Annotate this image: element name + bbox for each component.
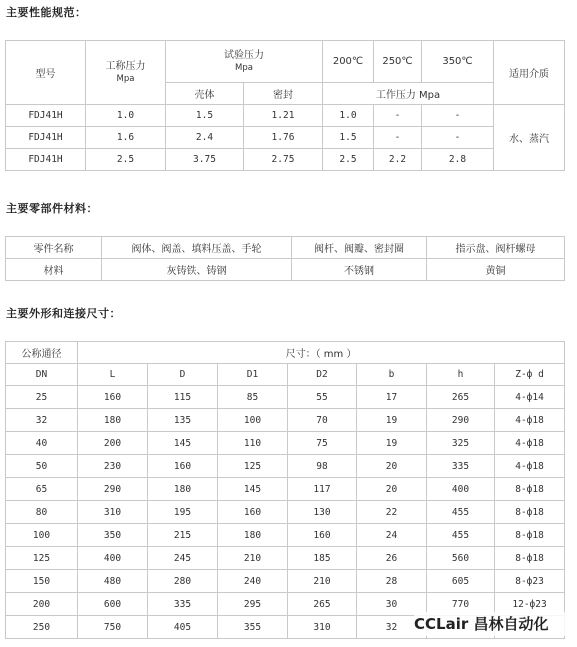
d-cell: 245 [148,547,218,570]
h-cell: 325 [427,432,495,455]
d1-cell: 125 [218,455,288,478]
table-row [6,409,565,432]
dn-cell: 125 [6,547,78,570]
table-row [6,501,565,524]
shell-cell: 2.4 [166,127,244,149]
t250-cell: - [374,105,422,127]
medium-header: 适用介质 [494,41,565,105]
part-name-cell: 指示盘、阀杆螺母 [427,237,565,259]
nominal-bore-header: 公称通径 [6,342,78,364]
d-cell: 180 [148,478,218,501]
d1-cell: 160 [218,501,288,524]
d-cell: 215 [148,524,218,547]
b-cell: 20 [357,455,427,478]
dimensions-heading: 主要外形和连接尺寸： [6,307,121,320]
l-cell: 290 [78,478,148,501]
dn-cell: 250 [6,616,78,639]
d-cell: 195 [148,501,218,524]
l-cell: 180 [78,409,148,432]
col-header-b: b [357,364,427,386]
nominal-cell: 2.5 [86,149,166,171]
table-row [6,547,565,570]
d-cell: 145 [148,432,218,455]
shell-header: 壳体 [166,83,244,105]
z-cell: 8-ф18 [495,547,565,570]
b-cell: 24 [357,524,427,547]
l-cell: 600 [78,593,148,616]
table-row [6,478,565,501]
z-cell: 8-ф23 [495,570,565,593]
d1-cell: 355 [218,616,288,639]
d2-cell: 265 [288,593,357,616]
d-cell: 335 [148,593,218,616]
d1-cell: 110 [218,432,288,455]
temp-250-header: 250℃ [374,41,422,83]
table-row [6,386,565,409]
table-row [6,432,565,455]
l-cell: 350 [78,524,148,547]
temp-200-header: 200℃ [323,41,374,83]
z-cell: 4-ф14 [495,386,565,409]
l-cell: 230 [78,455,148,478]
dn-cell: 150 [6,570,78,593]
z-cell: 12-ф23 [495,593,565,616]
z-cell: 4-ф18 [495,409,565,432]
b-cell: 28 [357,570,427,593]
z-cell: 4-ф18 [495,432,565,455]
t200-cell: 1.5 [323,127,374,149]
d2-cell: 185 [288,547,357,570]
l-cell: 160 [78,386,148,409]
h-cell: 290 [427,409,495,432]
seal-header: 密封 [244,83,323,105]
part-name-header: 零件名称 [6,237,102,259]
z-cell: 4-ф18 [495,455,565,478]
l-cell: 200 [78,432,148,455]
t250-cell: - [374,127,422,149]
d1-cell: 180 [218,524,288,547]
l-cell: 310 [78,501,148,524]
d2-cell: 70 [288,409,357,432]
t250-cell: 2.2 [374,149,422,171]
model-cell: FDJ41H [6,127,86,149]
size-header: 尺寸：（ mm ） [78,342,565,364]
d2-cell: 310 [288,616,357,639]
h-cell: 400 [427,478,495,501]
material-cell: 灰铸铁、铸钢 [102,259,292,281]
medium-cell: 水、蒸汽 [494,105,565,171]
h-cell: 605 [427,570,495,593]
seal-cell: 1.21 [244,105,323,127]
col-header-h: h [427,364,495,386]
h-cell: 455 [427,501,495,524]
dn-cell: 32 [6,409,78,432]
l-cell: 400 [78,547,148,570]
col-header-l: L [78,364,148,386]
dn-cell: 50 [6,455,78,478]
d1-cell: 85 [218,386,288,409]
part-name-cell: 阀体、阀盖、填料压盖、手轮 [102,237,292,259]
table-row [6,455,565,478]
d2-cell: 130 [288,501,357,524]
dimensions-table [5,341,565,639]
col-header-d1: D1 [218,364,288,386]
table-row [6,524,565,547]
table-row [6,105,565,127]
nominal-pressure-header: 工称压力 Mpa [86,41,166,105]
part-name-cell: 阀杆、阀瓣、密封圈 [292,237,427,259]
d2-cell: 160 [288,524,357,547]
material-cell: 黄铜 [427,259,565,281]
d-cell: 135 [148,409,218,432]
z-cell: 8-ф18 [495,524,565,547]
material-cell: 不锈钢 [292,259,427,281]
shell-cell: 3.75 [166,149,244,171]
seal-cell: 1.76 [244,127,323,149]
col-header-d: D [148,364,218,386]
b-cell: 26 [357,547,427,570]
col-header-z: Z-ф d [495,364,565,386]
t350-cell: - [422,127,494,149]
materials-table [5,236,565,281]
table-row [6,149,565,171]
d-cell: 405 [148,616,218,639]
d-cell: 280 [148,570,218,593]
d1-cell: 210 [218,547,288,570]
materials-heading: 主要零部件材料： [6,202,98,215]
model-cell: FDJ41H [6,105,86,127]
dn-cell: 200 [6,593,78,616]
d1-cell: 145 [218,478,288,501]
z-cell: 8-ф18 [495,501,565,524]
h-cell: 560 [427,547,495,570]
test-pressure-header: 试验压力 Mpa [166,41,323,83]
t200-cell: 2.5 [323,149,374,171]
dn-cell: 25 [6,386,78,409]
d2-cell: 55 [288,386,357,409]
nominal-cell: 1.0 [86,105,166,127]
h-cell: 335 [427,455,495,478]
b-cell: 30 [357,593,427,616]
dn-header: DN [6,364,78,386]
dn-cell: 40 [6,432,78,455]
seal-cell: 2.75 [244,149,323,171]
material-header: 材料 [6,259,102,281]
temp-350-header: 350℃ [422,41,494,83]
b-cell: 17 [357,386,427,409]
b-cell: 32 [357,616,427,639]
h-cell: 455 [427,524,495,547]
shell-cell: 1.5 [166,105,244,127]
d1-cell: 240 [218,570,288,593]
table-row [6,570,565,593]
h-cell: 265 [427,386,495,409]
d2-cell: 117 [288,478,357,501]
performance-heading: 主要性能规范： [6,6,87,19]
b-cell: 19 [357,432,427,455]
d1-cell: 295 [218,593,288,616]
table-row [6,127,565,149]
t200-cell: 1.0 [323,105,374,127]
d2-cell: 210 [288,570,357,593]
model-cell: FDJ41H [6,149,86,171]
model-header: 型号 [6,41,86,105]
d-cell: 115 [148,386,218,409]
t350-cell: - [422,105,494,127]
nominal-cell: 1.6 [86,127,166,149]
performance-table [5,40,565,171]
b-cell: 19 [357,409,427,432]
dn-cell: 80 [6,501,78,524]
z-cell: 8-ф18 [495,478,565,501]
dn-cell: 100 [6,524,78,547]
working-pressure-header: 工作压力 Mpa [323,83,494,105]
d-cell: 160 [148,455,218,478]
b-cell: 22 [357,501,427,524]
l-cell: 750 [78,616,148,639]
col-header-d2: D2 [288,364,357,386]
dimensions-rows [6,386,565,639]
d1-cell: 100 [218,409,288,432]
dn-cell: 65 [6,478,78,501]
d2-cell: 75 [288,432,357,455]
d2-cell: 98 [288,455,357,478]
h-cell: 770 [427,593,495,616]
b-cell: 20 [357,478,427,501]
t350-cell: 2.8 [422,149,494,171]
brand-watermark: CCLair 昌林自动化 [414,612,577,636]
l-cell: 480 [78,570,148,593]
